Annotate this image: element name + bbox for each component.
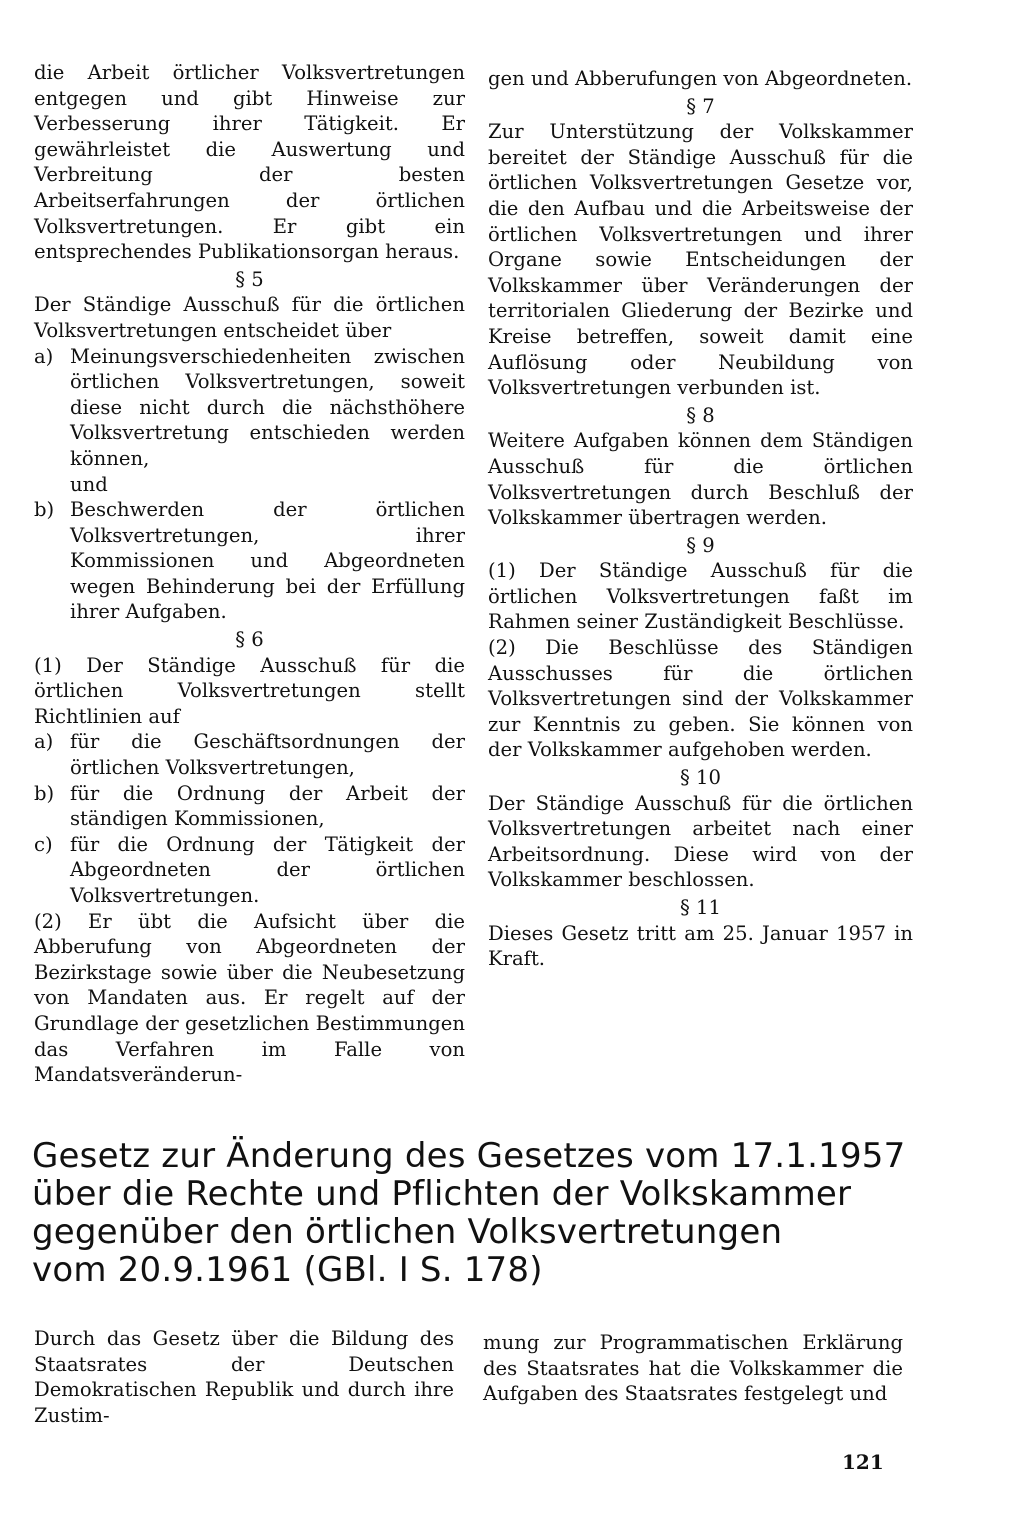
- continued-paragraph: gen und Abberufungen von Abgeordneten.: [488, 67, 913, 90]
- section-5-and: [34, 472, 465, 498]
- item-text: und: [70, 472, 108, 496]
- law-title-line-1: Gesetz zur Änderung des Gesetzes vom 17.1.1957: [32, 1136, 906, 1176]
- section-6-item-c: [34, 832, 465, 909]
- item-label: a): [34, 344, 54, 368]
- section-7-text: Zur Unterstützung der Volkskammer bereitet der Ständige Ausschuß für die örtlichen Volksvertretungen Gesetze vor, die den Aufbau und die Arbeitsweise der örtlichen Volksvertretungen und ihrer Organe sowie Entscheidungen der Volkskammer über Veränderungen der territorialen Gliederung der Bezirke und Kreise betreffen, soweit damit eine Auflösung oder Neubildung von Volksvertretungen verbunden ist.: [488, 120, 913, 400]
- continued-paragraph: die Arbeit örtlicher Volksvertretungen entgegen und gibt Hinweise zur Verbesserung ihrer Tätigkeit. Er gewährleistet die Auswertung und Verbreitung der besten Arbeitserfahrungen der örtlichen Volksvertretungen. Er gibt ein entsprechendes Publikationsorgan heraus.: [34, 61, 465, 264]
- page-number: 121: [842, 1450, 884, 1474]
- section-heading-10: § 10: [680, 766, 721, 790]
- bottom-right-text: mung zur Programmatischen Erklärung des Staatsrates hat die Volkskammer die Aufgaben des Staatsrates festgelegt und: [483, 1331, 903, 1406]
- law-title-line-3: gegenüber den örtlichen Volksvertretungen: [32, 1212, 783, 1252]
- section-11-text: Dieses Gesetz tritt am 25. Januar 1957 in Kraft.: [488, 921, 913, 971]
- section-9-paragraph-2: (2) Die Beschlüsse des Ständigen Ausschusses für die örtlichen Volksvertretungen sind der Volkskammer zur Kenntnis zu geben. Sie können von der Volkskammer aufgehoben werden.: [488, 636, 913, 762]
- item-text: für die Ordnung der Tätigkeit der Abgeordneten der örtlichen Volksvertretungen.: [70, 832, 465, 907]
- item-text: für die Geschäftsordnungen der örtlichen Volksvertretungen,: [70, 730, 465, 780]
- right-text-column: [488, 66, 913, 972]
- section-6-item-a: [34, 729, 465, 780]
- section-6-item-b: [34, 781, 465, 832]
- item-label: b): [34, 498, 55, 522]
- section-5-lead: Der Ständige Ausschuß für die örtlichen Volksvertretungen entscheidet über: [34, 293, 465, 342]
- law-title: [32, 1137, 992, 1289]
- left-text-column: [34, 60, 465, 1088]
- section-heading-6: § 6: [235, 628, 264, 652]
- section-heading-8: § 8: [686, 403, 715, 427]
- law-title-line-4: vom 20.9.1961 (GBl. I S. 178): [32, 1250, 543, 1290]
- section-6-paragraph-2: (2) Er übt die Aufsicht über die Abberufung von Abgeordneten der Bezirkstage sowie über die Neubesetzung von Mandaten aus. Er regelt auf der Grundlage der gesetzlichen Bestimmungen das Verfahren im Falle von Mandatsveränderun-: [34, 909, 465, 1087]
- item-label: c): [34, 832, 53, 856]
- item-text: Meinungsverschiedenheiten zwischen örtlichen Volksvertretungen, soweit diese nicht durch die nächsthöhere Volksvertretung entschieden werden können,: [70, 344, 465, 470]
- section-8-text: Weitere Aufgaben können dem Ständigen Ausschuß für die örtlichen Volksvertretungen durch Beschluß der Volkskammer übertragen werden.: [488, 429, 913, 530]
- section-heading-5: § 5: [235, 267, 264, 291]
- bottom-right-column: [483, 1330, 903, 1407]
- bottom-left-text: Durch das Gesetz über die Bildung des Staatsrates der Deutschen Demokratischen Republik und durch ihre Zustim-: [34, 1327, 454, 1427]
- item-text: Beschwerden der örtlichen Volksvertretungen, ihrer Kommissionen und Abgeordneten wegen Behinderung bei der Erfüllung ihrer Aufgaben.: [70, 498, 465, 624]
- section-heading-7: § 7: [686, 94, 715, 118]
- bottom-left-column: [34, 1326, 454, 1428]
- section-10-text: Der Ständige Ausschuß für die örtlichen Volksvertretungen arbeitet nach einer Arbeitsordnung. Diese wird von der Volkskammer beschlossen.: [488, 791, 913, 892]
- item-text: für die Ordnung der Arbeit der ständigen Kommissionen,: [70, 781, 465, 831]
- law-title-line-2: über die Rechte und Pflichten der Volkskammer: [32, 1174, 852, 1214]
- section-heading-11: § 11: [680, 896, 721, 919]
- section-5-item-b: [34, 497, 465, 625]
- section-5-item-a: [34, 344, 465, 472]
- item-label: a): [34, 730, 54, 754]
- section-6-paragraph-1: (1) Der Ständige Ausschuß für die örtlichen Volksvertretungen stellt Richtlinien auf: [34, 653, 465, 728]
- section-heading-9: § 9: [686, 533, 715, 557]
- section-9-paragraph-1: (1) Der Ständige Ausschuß für die örtlichen Volksvertretungen faßt im Rahmen seiner Zuständigkeit Beschlüsse.: [488, 559, 913, 634]
- item-label: b): [34, 781, 55, 805]
